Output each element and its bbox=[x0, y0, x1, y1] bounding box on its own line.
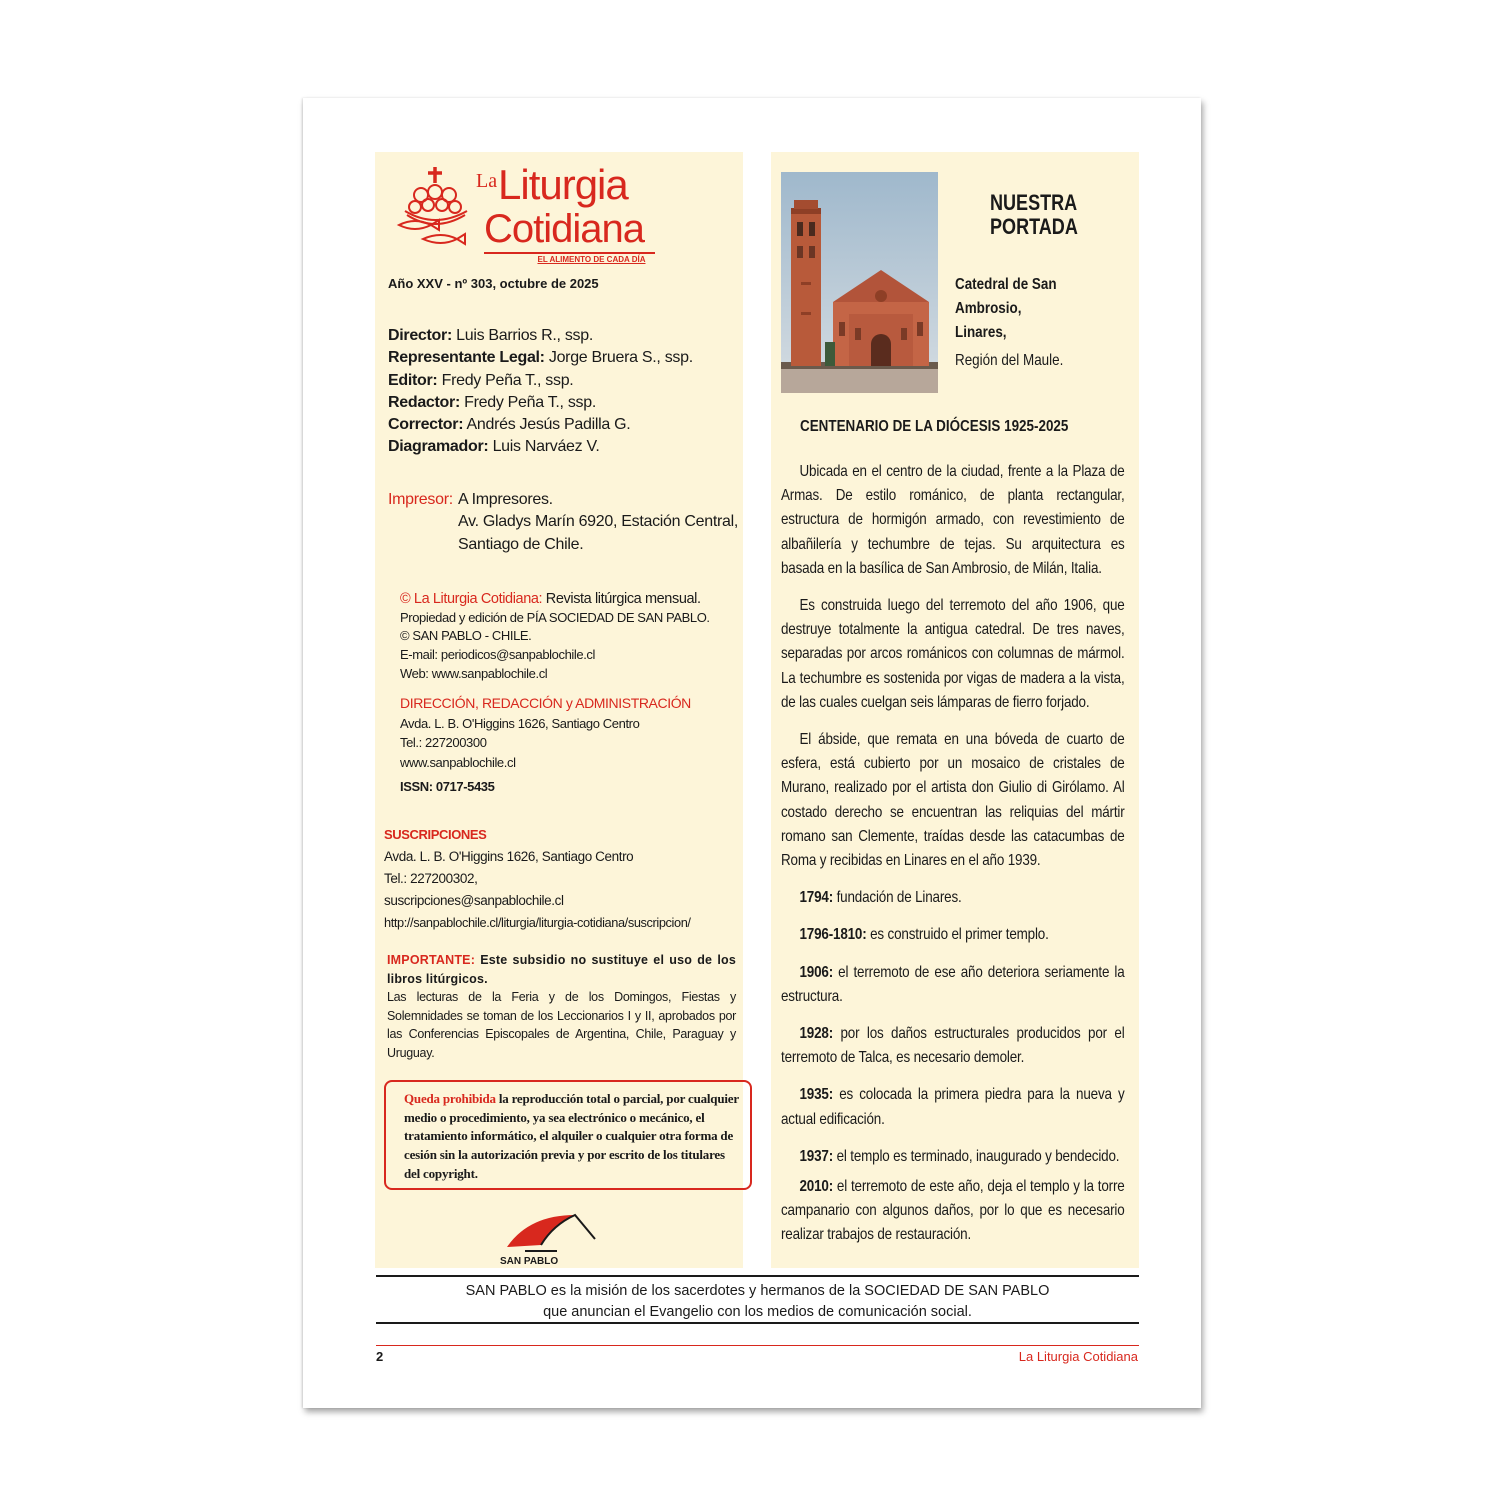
suscripciones-email[interactable]: suscripciones@sanpablochile.cl bbox=[384, 893, 564, 908]
suscripciones-line: Avda. L. B. O'Higgins 1626, Santiago Centro bbox=[384, 849, 634, 864]
suscripciones-heading: SUSCRIPCIONES bbox=[384, 827, 487, 842]
timeline-item: 1937: el templo es terminado, inaugurado y bendecido. bbox=[799, 1147, 1120, 1165]
caption-line: Linares, bbox=[955, 324, 1007, 341]
timeline-item: 2010: el terremoto de este año, deja el templo y la torre campanario con algunos daños, por lo que es necesario realizar trabajos de restauración. bbox=[781, 1178, 1125, 1244]
copyright-line: © SAN PABLO - CHILE. bbox=[400, 628, 532, 644]
timeline-item: 1928: por los daños estructurales producidos por el terremoto de Talca, es necesario demoler. bbox=[781, 1025, 1125, 1067]
copyright-block bbox=[400, 590, 745, 684]
copyright-email[interactable]: E-mail: periodicos@sanpablochile.cl bbox=[400, 647, 596, 663]
footer-rule bbox=[376, 1322, 1139, 1324]
san-pablo-logo bbox=[495, 1205, 597, 1267]
printer-line: Av. Gladys Marín 6920, Estación Central, bbox=[458, 513, 738, 531]
suscripciones-url[interactable]: http://sanpablochile.cl/liturgia/liturgia-cotidiana/suscripcion/ bbox=[384, 915, 691, 930]
san-pablo-logo-text: SAN PABLO bbox=[500, 1256, 559, 1267]
portada-caption bbox=[955, 273, 1123, 373]
importante-text: Las lecturas de la Feria y de los Domingos, Fiestas y Solemnidades se toman de los Leccionarios I y II, aprobados por las Conferencias Episcopales de Argentina, Chile, Paraguay y Uruguay. bbox=[387, 990, 736, 1060]
article-paragraph: Ubicada en el centro de la ciudad, frente a la Plaza de Armas. De estilo románico, de planta rectangular, estructura de hormigón armado, con revestimiento de albañilería y techumbre de tejas. Su arquitectura es basada en la basílica de San Ambrosio, de Milán, Italia. bbox=[781, 463, 1125, 577]
printer-line: A Impresores. bbox=[458, 491, 553, 508]
logo-la: La bbox=[476, 170, 498, 192]
printer-line: Santiago de Chile. bbox=[458, 535, 584, 553]
direccion-web[interactable]: www.sanpablochile.cl bbox=[400, 754, 516, 770]
credit-row: Redactor: Fredy Peña T., ssp. bbox=[388, 393, 596, 411]
credit-row: Representante Legal: Jorge Bruera S., ssp. bbox=[388, 349, 693, 367]
cathedral-photo bbox=[781, 172, 938, 393]
copyright-web[interactable]: Web: www.sanpablochile.cl bbox=[400, 665, 548, 681]
credit-row: Editor: Fredy Peña T., ssp. bbox=[388, 371, 574, 389]
mission-statement: SAN PABLO es la misión de los sacerdotes y hermanos de la SOCIEDAD DE SAN PABLO que anuncian el Evangelio con los medios de comunicación social. bbox=[465, 1283, 1050, 1320]
direccion-line: Avda. L. B. O'Higgins 1626, Santiago Centro bbox=[400, 715, 640, 731]
credit-row: Diagramador: Luis Narváez V. bbox=[388, 438, 600, 456]
logo-title-cotidiana: Cotidiana bbox=[484, 207, 645, 251]
article-heading: CENTENARIO DE LA DIÓCESIS 1925-2025 bbox=[800, 418, 1069, 435]
footer-rule bbox=[376, 1275, 1139, 1277]
direccion-heading: DIRECCIÓN, REDACCIÓN y ADMINISTRACIÓN bbox=[400, 695, 691, 711]
issue-line: Año XXV - nº 303, octubre de 2025 bbox=[388, 276, 599, 291]
running-rule bbox=[376, 1345, 1139, 1346]
portada-title: NUESTRA PORTADA bbox=[990, 190, 1078, 239]
timeline-item: 1906: el terremoto de ese año deteriora seriamente la estructura. bbox=[781, 963, 1125, 1005]
logo-title-liturgia: Liturgia bbox=[498, 161, 628, 208]
copyright-line: Propiedad y edición de PÍA SOCIEDAD DE SAN PABLO. bbox=[400, 609, 710, 625]
credit-row: Corrector: Andrés Jesús Padilla G. bbox=[388, 416, 631, 434]
logo-tagline: EL ALIMENTO DE CADA DÍA bbox=[537, 255, 646, 264]
rights-notice bbox=[384, 1080, 752, 1190]
importante-block bbox=[387, 951, 736, 1062]
rights-text: la reproducción total o parcial, por cualquier medio o procedimiento, ya sea electrónico o mecánico, el tratamiento informático, el alquiler o cualquier otra forma de cesión sin la autorización previa y por escrito de los titulares del copyright. bbox=[404, 1091, 739, 1181]
direccion-block bbox=[400, 694, 745, 797]
timeline-item: 1794: fundación de Linares. bbox=[799, 889, 962, 907]
suscripciones-line: Tel.: 227200302, bbox=[384, 871, 478, 886]
timeline-item: 1935: es colocada la primera piedra para la nueva y actual edificación. bbox=[781, 1086, 1125, 1128]
printer-label: Impresor: bbox=[388, 491, 453, 508]
suscripciones-block bbox=[384, 824, 744, 934]
running-head: La Liturgia Cotidiana bbox=[1018, 1349, 1138, 1364]
caption-line: Catedral de San Ambrosio, bbox=[955, 276, 1057, 317]
credit-row: Director: Luis Barrios R., ssp. bbox=[388, 327, 593, 344]
article-paragraph: Es construida luego del terremoto del año 1906, que destruye totalmente la antigua catedral. De tres naves, separadas por arcos románicos con columnas de mármol. La techumbre es sostenida por vigas de madera a la vista, de las cuales cuelgan seis lámparas de fierro forjado. bbox=[781, 597, 1125, 711]
importante-bold-text: Este subsidio no sustituye el uso de los libros litúrgicos. bbox=[387, 953, 736, 986]
printer-block bbox=[388, 489, 738, 553]
credits-list bbox=[388, 325, 693, 459]
logo-underline bbox=[484, 252, 655, 254]
copyright-name: © La Liturgia Cotidiana: bbox=[400, 591, 543, 607]
article-body bbox=[781, 460, 1125, 1248]
timeline-item: 1796-1810: es construido el primer templo. bbox=[799, 926, 1049, 944]
copyright-desc: Revista litúrgica mensual. bbox=[542, 591, 701, 607]
importante-label: IMPORTANTE: bbox=[387, 953, 476, 967]
bread-fish-cross-icon bbox=[395, 165, 481, 257]
caption-region: Región del Maule. bbox=[955, 352, 1064, 369]
rights-lead: Queda prohibida bbox=[404, 1091, 496, 1106]
direccion-line: Tel.: 227200300 bbox=[400, 735, 487, 750]
page-number: 2 bbox=[376, 1349, 384, 1364]
issn: ISSN: 0717-5435 bbox=[400, 779, 495, 794]
article-paragraph: El ábside, que remata en una bóveda de cuarto de esfera, está cubierto por un mosaico de cristales de Murano, realizado por el artista don Giulio di Girólamo. Al costado derecho se encuentran las reliquias del mártir romano san Clemente, traídas desde las catacumbas de Roma y recibidas en Linares en el año 1939. bbox=[781, 731, 1125, 870]
